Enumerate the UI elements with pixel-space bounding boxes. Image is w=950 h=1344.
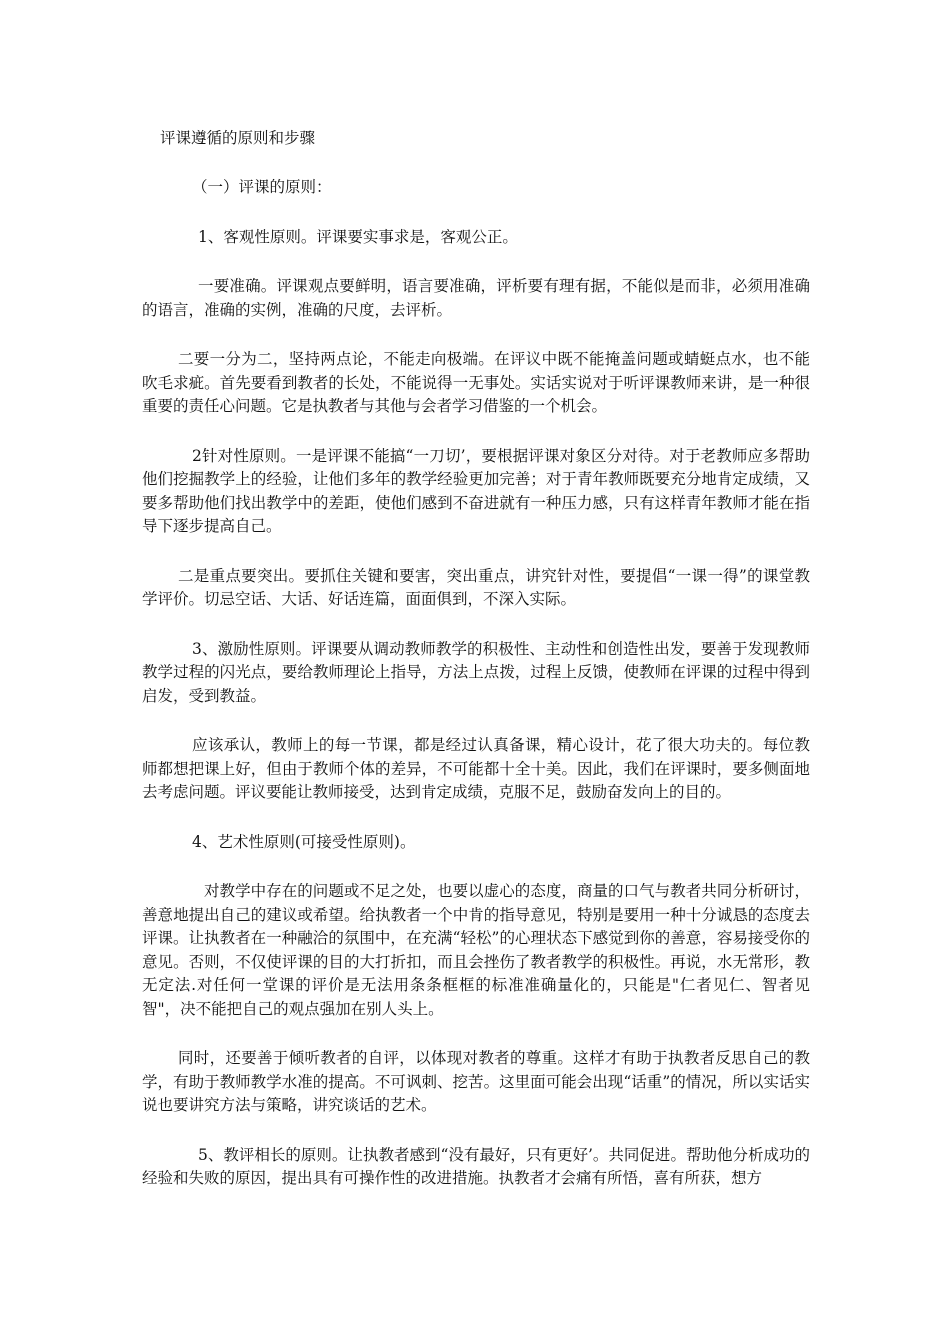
paragraph-focus: 二是重点要突出。要抓住关键和要害，突出重点，讲究针对性，要提倡“一课一得”的课堂教学评价。切忌空话、大话、好话连篇，面面俱到，不深入实际。 [142, 566, 810, 608]
document-title: 评课遵循的原则和步骤 [160, 129, 316, 147]
paragraph-humble-attitude: 对教学中存在的问题或不足之处，也要以虚心的态度，商量的口气与教者共同分析研讨，善意地提出自己的建议或希望。给执教者一个中肯的指导意见，特别是要用一种十分诚恳的态度去评课。让执教者在一种融洽的氛围中，在充满“轻松”的心理状态下感觉到你的善意，容易接受你的意见。否则，不仅使评课的目的大打折扣，而且会挫伤了教者教学的积极性。再说，水无常形，教无定法.对任何一堂课的评价是无法用条条框框的标准准确量化的，只能是"仁者见仁、智者见智"，决不能把自己的观点强加在别人头上。 [142, 882, 810, 1018]
paragraph-artistry-principle: 4、艺术性原则(可接受性原则)。 [192, 832, 416, 851]
paragraph-listen-self-review: 同时，还要善于倾听教者的自评，以体现对教者的尊重。这样才有助于执教者反思自己的教学，有助于教师教学水准的提高。不可讽刺、挖苦。这里面可能会出现“话重”的情况，所以实话实说也要讲究方法与策略，讲究谈话的艺术。 [142, 1049, 810, 1114]
paragraph-encouragement-principle: 3、激励性原则。评课要从调动教师教学的积极性、主动性和创造性出发，要善于发现教师教学过程的闪光点，要给教师理论上指导，方法上点拨，过程上反馈，使教师在评课的过程中得到启发，受到教益。 [142, 639, 810, 705]
paragraph-objectivity-principle: 1、客观性原则。评课要实事求是，客观公正。 [198, 227, 518, 246]
paragraph-two-sides: 二要一分为二，坚持两点论，不能走向极端。在评议中既不能掩盖问题或蜻蜓点水，也不能吹毛求疵。首先要看到教者的长处，不能说得一无事处。实话实说对于听评课教师来讲，是一种很重要的责任心问题。它是执教者与其他与会者学习借鉴的一个机会。 [142, 350, 810, 415]
paragraph-mutual-growth-principle: 5、教评相长的原则。让执教者感到“没有最好，只有更好’。共同促进。帮助他分析成功的经验和失败的原因，提出具有可操作性的改进措施。执教者才会痛有所悟，喜有所获，想方 [142, 1145, 810, 1187]
paragraph-acknowledgement: 应该承认，教师上的每一节课，都是经过认真备课，精心设计，花了很大功夫的。每位教师都想把课上好，但由于教师个体的差异，不可能都十全十美。因此，我们在评课时，要多侧面地去考虑问题。评议要能让教师接受，达到肯定成绩，克服不足，鼓励奋发向上的目的。 [142, 736, 810, 801]
paragraph-pertinence-principle: 2针对性原则。一是评课不能搞“一刀切’，要根据评课对象区分对待。对于老教师应多帮助他们挖掘教学上的经验，让他们多年的教学经验更加完善；对于青年教师既要充分地肯定成绩，又要多帮助他们找出教学中的差距，使他们感到不奋进就有一种压力感，只有这样青年教师才能在指导下逐步提高自己。 [142, 446, 810, 535]
section-heading: （一）评课的原则： [192, 178, 332, 196]
paragraph-accuracy: 一要准确。评课观点要鲜明，语言要准确，评析要有理有据，不能似是而非，必须用准确的语言，准确的实例，准确的尺度，去评析。 [142, 277, 810, 319]
document-body [142, 127, 810, 1191]
